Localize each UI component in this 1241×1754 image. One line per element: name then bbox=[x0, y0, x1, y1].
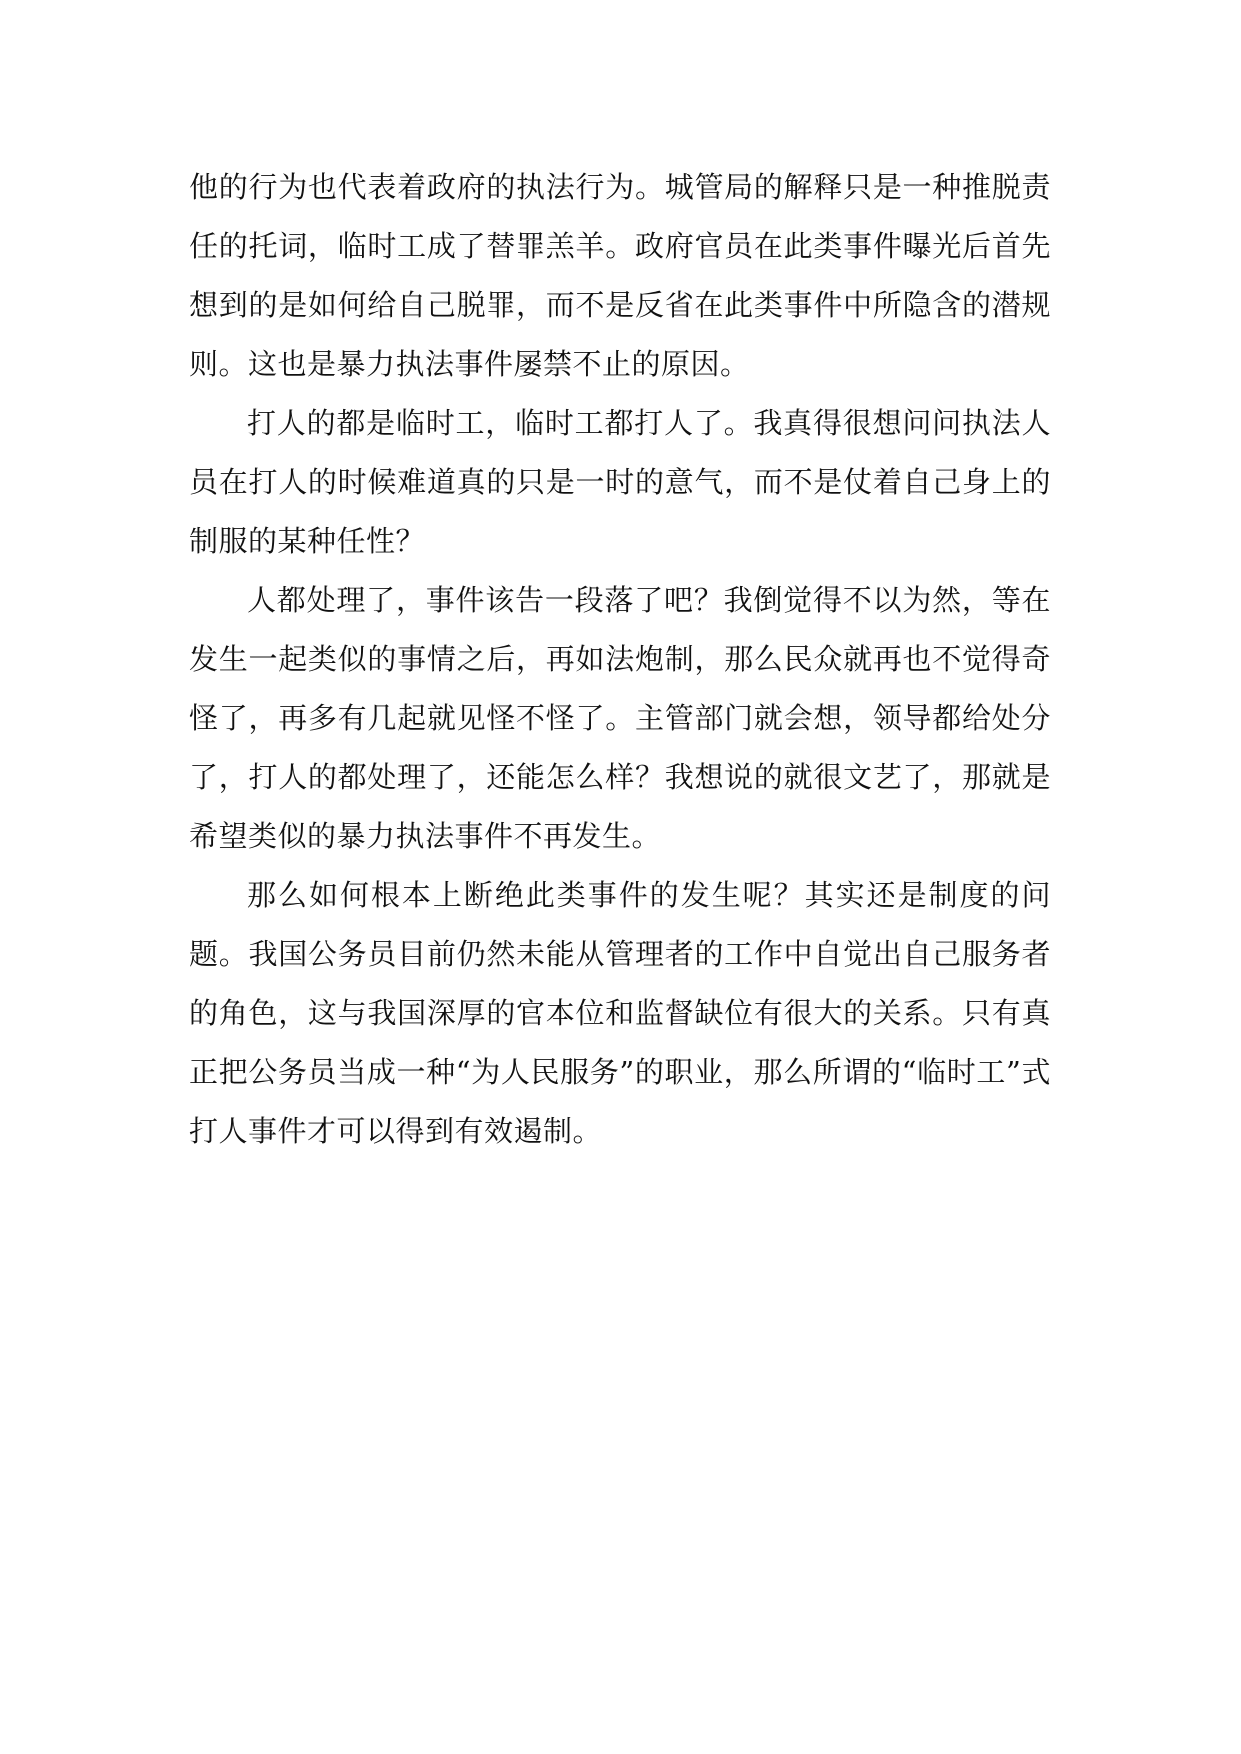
paragraph-2: 打人的都是临时工，临时工都打人了。我真得很想问问执法人员在打人的时候难道真的只是一时的意气，而不是仗着自己身上的制服的某种任性？ bbox=[189, 406, 1051, 558]
document-body bbox=[189, 158, 1051, 1161]
paragraph-1: 他的行为也代表着政府的执法行为。城管局的解释只是一种推脱责任的托词，临时工成了替罪羔羊。政府官员在此类事件曝光后首先想到的是如何给自己脱罪，而不是反省在此类事件中所隐含的潜规则。这也是暴力执法事件屡禁不止的原因。 bbox=[189, 170, 1051, 381]
paragraph-3: 人都处理了，事件该告一段落了吧？我倒觉得不以为然，等在发生一起类似的事情之后，再如法炮制，那么民众就再也不觉得奇怪了，再多有几起就见怪不怪了。主管部门就会想，领导都给处分了，打人的都处理了，还能怎么样？我想说的就很文艺了，那就是希望类似的暴力执法事件不再发生。 bbox=[189, 583, 1051, 853]
paragraph-4: 那么如何根本上断绝此类事件的发生呢？其实还是制度的问题。我国公务员目前仍然未能从管理者的工作中自觉出自己服务者的角色，这与我国深厚的官本位和监督缺位有很大的关系。只有真正把公务员当成一种“为人民服务”的职业，那么所谓的“临时工”式打人事件才可以得到有效遏制。 bbox=[189, 878, 1051, 1148]
